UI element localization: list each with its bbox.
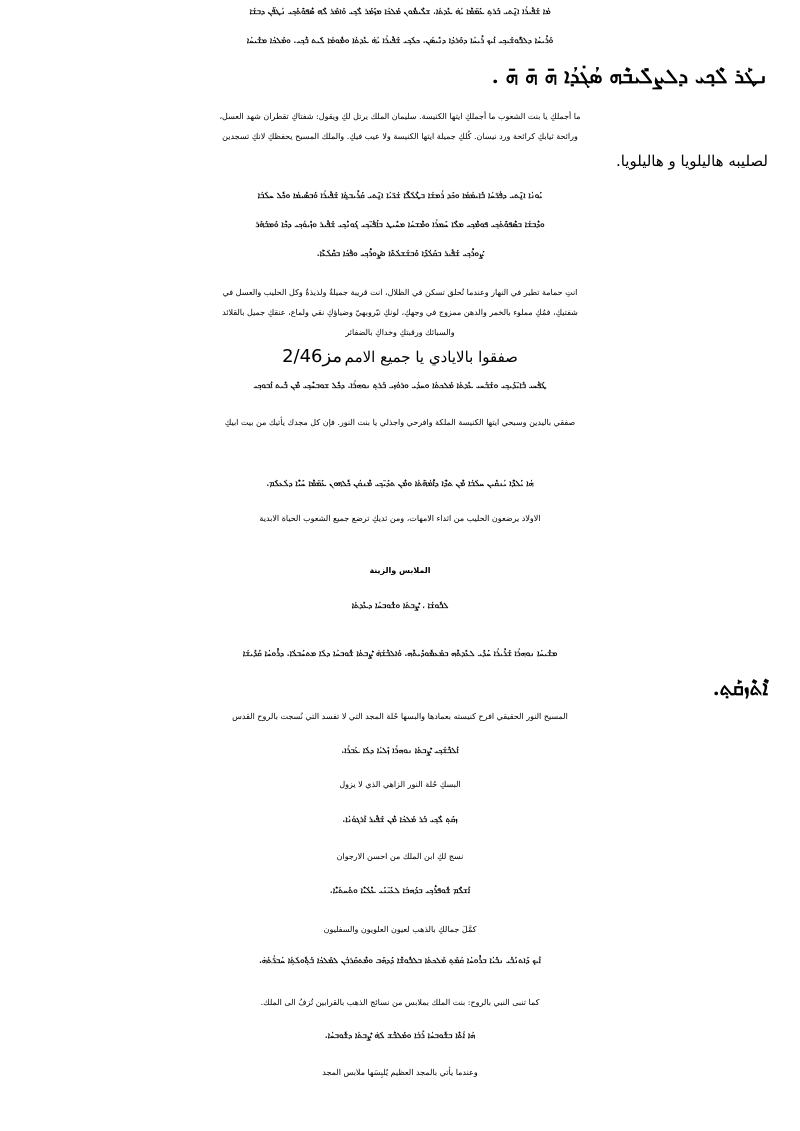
arabic-translation-line: كمَّلَ جمالكِ بالذهب لعيون العلويون والسفليون (323, 925, 477, 934)
syriac-verse-line: ܗܳܐ ܐܳܬܶܐ ܒܫܽܘܒܚܳܐ ܪܰܒܳܐ ܘܡܰܠܒܶܫ ܠܳܗ̇ ܨܶܒܬܳܐ ܕܫܽܘܒܚܳܐ. (324, 1030, 476, 1040)
syriac-verse-line: ܢܛܰܪ ܠܶܟ݂ܝ ܕܠܨܠܺܝܒܶܗ ܣܳܓ̇ܕܳܐ ܗ̄ ܗ̄ ܗ̄ . (491, 64, 768, 88)
syriac-verse-line: ܐܶܬܶܙܩܰܬ݂. (712, 676, 768, 700)
arabic-translation-line: المسيح النور الحقيقي افرح كنيسته بعمادها والبسها حُلة المجد التي لا تفسد التي نُسجت بالروح القدس (232, 712, 568, 721)
arabic-translation-line: كما تنبى النبي بالروح: بنت الملك بملابس من نسائج الذهب بالقرابين تُزفُ الى الملك. (260, 998, 540, 1007)
arabic-translation-line: نسج لكِ ابن الملك من احسن الارجوان (336, 852, 464, 861)
syriac-verse-line: ܡܳܐ ܫܰܦܺܝܪܳܐ ܐ̱ܢ̄ܬܝ ܒܰܪܬ݂ ܥܰܡ̈ܡܶܐ ܝܳܗ̇ ܥܺܕܬܳܐ. ܫܠܶܝܡܽܘܢ ܡܰܠܟܳܐ ܡܙܰܡܰܪ ܠܶܟ݂ܝ ܘܰܐܡܰܪ ܠܶܗ ܣܶܦܘ̈ܳܬܰܟ݂ܝ ܢܳܛܦ̈ܳܢ ܕܒܫܳܐ (249, 6, 551, 16)
syriac-verse-line: ܛܰܦܰܚܝ ܒܺܐܝ̈ܕܰܝܟ݂ܝ ܘܫܰܒܰܚܝ ܥܺܕܬܳܐ ܡܰܠܟܬܳܐ ܘܚܕܳܝ ܘܪܘܳܙܝ ܒܰܪܬ݂ ܢܘܗܪܳܐ. ܕܟܽܠ ܫܘܒܚܶܟ݂ܝ ܡܶܢ ܒܶܝܬ ܐܰܒܘܟ݂ܝ (253, 380, 547, 390)
syriac-verse-line: ܐܰܝܟ ܕܰܐܬܢܰܒܺܝ ܢܒܺܝܳܐ ܒܪܽܘܚܳܐ ܩܳܡܰܬ݂ ܡܰܠܟܬܳܐ ܒܠܒܽܘܫܶܐ ܕܰܕܗܰܒ ܘܡܶܬܩܰܪܒܳܢ ܠܡܰܠܟܳܐ ܒܰܬ݂ܽܘܠܳܬ݂ܳܐ ܚܳܒܪ̈ܳܬܳܗ̇. (259, 955, 541, 965)
syriac-verse-line: ܐܰܠܒܶܫܳܟ݂ܝ ܨܶܒܬܳܐ ܢܘܗܪܳܐ ܙܰܠܝܳܐ ܕܠܳܐ ܥܳܒܪܳܐ. (341, 745, 459, 755)
syriac-verse-line: ܡܫܺܝܚܳܐ ܢܘܗܪܳܐ ܫܰܪܺܝܪܳܐ ܚܰܕܺܝ ܠܥܺܕܬܶܗ ܒܡܰܥܡܽܘܕܺܝܬܶܗ. ܘܰܐܠܒܶܫܳܗ̇ ܨܶܒܬܳܐ ܫܽܘܒܚܳܐ ܕܠܳܐ ܡܬܚܰܒܠܳܐ. ܕܪܽܘܚܳܐ ܩܰܕܺܝܫܳܐ (242, 648, 558, 658)
syriac-section-heading: ܠܒܽܘܫܳܐ ، ܨܶܒܬܳܐ ܘܫܽܘܒܚܳܐ ܕܥܺܕܬܳܐ (351, 600, 449, 610)
syriac-verse-line: ܨܰܘܪܶܟ݂ܝ ܫܰܦܺܝܪ ܒܩܰܠܳܕ̈ܳܐ ܘܰܒܫܳܫܠܳܬ̈ܳܐ ܘܨܰܘܪܶܟ݂ܝ ܘܦܰܟܳܐ ܒܩܶܠܳܥ̈ܶܐ. (316, 248, 484, 258)
arabic-translation-line: وعندما يأتي بالمجد العظيم يُلبِسَها ملابس المجد (322, 1068, 478, 1077)
arabic-translation-line: ورائحة ثيابكِ كرائحة ورد نيسان. كُلكِ جميلة ايتها الكنيسة ولا عيب فيكِ. والملك المسيح يحفظكِ لانكِ تسجدين (222, 132, 578, 141)
arabic-translation-line: لصليبه هاليلويا و هاليلويا. (615, 152, 768, 170)
syriac-verse-line: ܘܰܪܺܝܚܳܐ ܕܠܒ̈ܽܘܫܰܝܟ݂ܝ ܐܰܝܟ ܪܺܝܚܳܐ ܕܘܰܪܕܳܐ ܕܢܺܝܣܳܢ. ܟܠܳܟ݂ܝ ܫܰܦܺܝܪܳܐ ܝܳܗ̇ ܥܺܕܬܳܐ ܘܡܽܘܡܳܐ ܠܰܝܬ ܒܶܟ݂ܝ. ܘܡܰܠܟܳܐ ܡܫܺܝܚܳܐ (246, 35, 554, 45)
arabic-translation-line: انتِ حمامة تطير في النهار وعندما تُحلق تسكن في الظلال، انت قريبة جميلةٌ ولذيذةٌ وكل الحليب والعسل في (222, 288, 578, 297)
arabic-translation-line: والسبائك ورقبتكِ وخداكِ بالضفائر (345, 328, 455, 337)
arabic-translation-line: صفقي باليدين وسبحي ايتها الكنيسة الملكة وافرحي واجذلي يا بنت النور. فإن كل مجدك يأتيك من بيت ابيكِ (224, 418, 576, 427)
syriac-verse-line: ܘܕܶܒܫܳܐ ܒܣܶܦܘ̈ܳܬܳܟ݂ܝ ܦܘܡܶܟ݂ܝ ܡܠܶܐ ܚܰܡܪܳܐ ܘܡܶܫܚܳܐ ܡܚܺܝܛ ܒܐܰܦܰܝ̈ܟ݂ܝ ܓܰܘܢܶܟ݂ܝ ܫܰܦܺܝܪ ܘܙܺܝܘܳܟ݂ܝ ܕܟܶܐ ܘܰܡܒܰܗܰܪ (255, 219, 545, 229)
psalm-reference-line (0, 346, 800, 367)
section-heading: الملابس والزينة (369, 566, 431, 575)
syriac-verse-line: ܙܩܰܬ݂ ܠܶܟ݂ܝ ܒܰܪ ܡܰܠܟܳܐ ܡܶܢ ܫܰܦܺܝܪ ܐܰܪܓܘܳܢܳܐ. (342, 814, 458, 824)
syriac-verse-line: ܐܰܫܠܶܡ ܫܽܘܦܪܶܟ݂ܝ ܒܕܰܗܒܳܐ ܠܥܰܝ̈ܢܰܝ ܥܶܠܳܝ̈ܶܐ ܘܬܰܚܬܳܝ̈ܶܐ. (329, 885, 471, 895)
psalm-quote: صفقوا بالايادي يا جميع الامم (344, 348, 518, 366)
psalm-citation: مز2/46 (282, 346, 343, 367)
arabic-translation-line: البسكِ حُلة النور الزاهي الذي لا يزول (339, 780, 461, 789)
arabic-translation-line: شفتيكِ، فمُكِ مملوء بالخمر والدهن ممزوج في وجهكِ، لونكِ نيّروبهيّ وضياؤكِ نقي ولماع، عنقكِ جميل بالقلائد (222, 308, 578, 317)
syriac-verse-line: ܝܰܘܢܳܐ ܐ̱ܢ̄ܬܝ ܕܦܳܪ̈ܚܳܐ ܒܺܐܝܡܳܡܳܐ ܘܟܰܕ ܪܳܡܫܳܐ ܒܛܶܠܳܠ̈ܶܐ ܫܳܪ̈ܝܳܐ ܐ̱ܢ̄ܬܝ ܩܰܪܺܝܒ̱ܬܳܐ ܫܰܦܺܝܪܳܐ ܘܰܒܣܺܝܡܳܐ ܘܟܽܠ ܚܠܳܒܳܐ (257, 190, 543, 200)
syriac-verse-line: ܗܳܐ ܝܰܠܕ̈ܶܐ ܝܳܢܩܺܝܢ ܚܠܳܒܳܐ ܡܶܢ ܬܕ̈ܶܐ ܕܐܶܡܳܗ̈ܳܬܳܐ ܘܡܶܢ ܬܕܰܝ̈ܟ݂ܝ ܡܶܢܩܳܢ ܟܽܠܗܘܢ ܥܰܡ̈ܡܶܐ ܚܰܝ̈ܶܐ ܕܠܳܥܠܰܡ. (266, 478, 534, 488)
arabic-translation-line: الاولاد يرضعون الحليب من اثداء الامهات، ومن ثديكِ ترضع جميع الشعوب الحياة الابدية (259, 514, 541, 523)
arabic-translation-line: ما أجملكِ يا بنت الشعوب ما أجملكِ ايتها الكنيسة. سليمان الملك يرتل لكِ ويقول: شفتاكِ تقطران شهد العسل، (219, 112, 581, 121)
